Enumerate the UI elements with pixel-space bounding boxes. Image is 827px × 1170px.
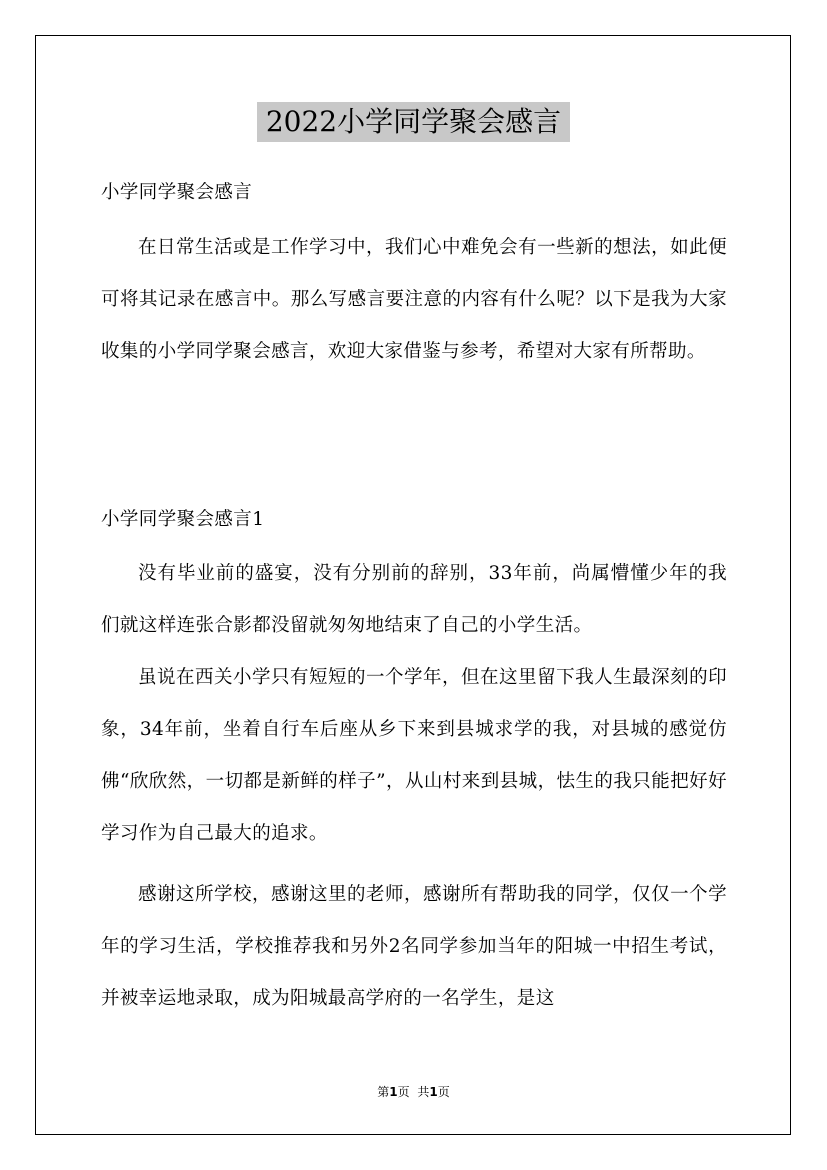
- document-subtitle: 小学同学聚会感言: [101, 182, 253, 203]
- intro-paragraph: 在日常生活或是工作学习中，我们心中难免会有一些新的想法，如此便可将其记录在感言中。那么写感言要注意的内容有什么呢？以下是我为大家收集的小学同学聚会感言，欢迎大家借鉴与参考，希望对大家有所帮助。: [101, 237, 727, 362]
- body-paragraph-2: 虽说在西关小学只有短短的一个学年，但在这里留下我人生最深刻的印象，34年前，坐着自行车后座从乡下来到县城求学的我，对县城的感觉仿佛“欣欣然，一切都是新鲜的样子”，从山村来到县城，怯生的我只能把好好学习作为自己最大的追求。: [101, 667, 727, 844]
- page-prefix: 第: [377, 1085, 390, 1099]
- page-suffix: 页: [397, 1085, 410, 1099]
- page-current: 1: [389, 1085, 398, 1099]
- page-total: 1: [429, 1085, 438, 1099]
- total-suffix: 页: [437, 1085, 450, 1099]
- document-title: 2022小学同学聚会感言: [257, 102, 570, 142]
- body-paragraph-1: 没有毕业前的盛宴，没有分别前的辞别，33年前，尚属懵懂少年的我们就这样连张合影都没留就匆匆地结束了自己的小学生活。: [101, 563, 727, 636]
- body-paragraph-3: 感谢这所学校，感谢这里的老师，感谢所有帮助我的同学，仅仅一个学年的学习生活，学校推荐我和另外2名同学参加当年的阳城一中招生考试，并被幸运地录取，成为阳城最高学府的一名学生，是这: [101, 884, 727, 1009]
- total-prefix: 共: [417, 1085, 430, 1099]
- page-footer: [0, 1083, 827, 1100]
- section-heading: 小学同学聚会感言1: [101, 509, 265, 530]
